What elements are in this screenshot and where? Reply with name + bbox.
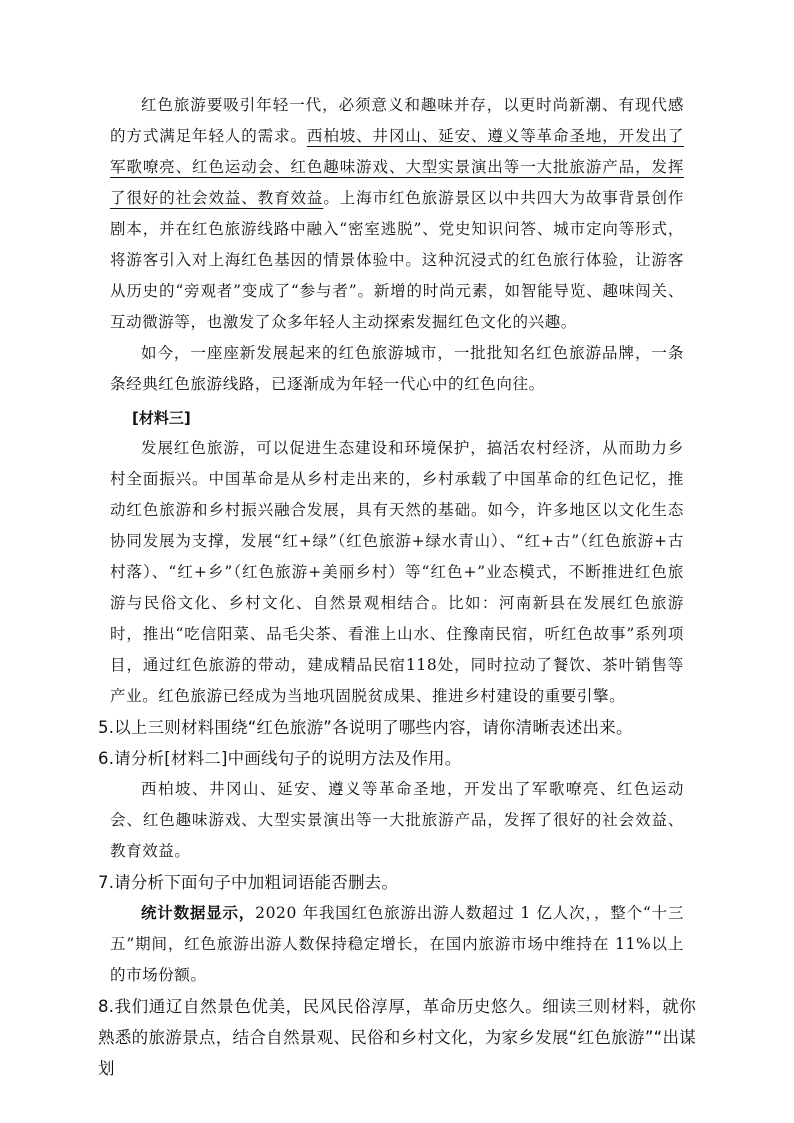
question-5: 5.以上三则材料围绕“红色旅游”各说明了哪些内容，请你清晰表述出来。 — [98, 718, 633, 737]
question-6: 6.请分析[材料二]中画线句子的说明方法及作用。 — [98, 749, 462, 768]
question-6-quote: 西柏坡、井冈山、延安、遵义等革命圣地，开发出了军歌嘹亮、红色运动会、红色趣味游戏、大型实景演出等一大批旅游产品，发挥了很好的社会效益、教育效益。 — [110, 780, 684, 860]
quote-text: 2020 年我国红色旅游出游人数超过 1 亿人次，，整个“十三五”期间，红色旅游出游人数保持稳定增长，在国内旅游市场中维持在 11%以上的市场份额。 — [110, 904, 684, 984]
question-7: 7.请分析下面句子中加粗词语能否删去。 — [98, 873, 399, 892]
question-7-quote — [110, 898, 684, 991]
question-8: 8.我们通辽自然景色优美，民风民俗淳厚，革命历史悠久。细读三则材料，就你熟悉的旅游景点，结合自然景观、民俗和乡村文化，为家乡发展“红色旅游”“出谋划 — [98, 997, 696, 1078]
material3-heading: [材料三] — [132, 409, 191, 427]
paragraph-text: 红色旅游要吸引年轻一代，必须意义和趣味并存，以更时尚新潮、有现代感的方式满足年轻人的需求。 — [110, 96, 684, 145]
material2-paragraph-2: 如今，一座座新发展起来的红色旅游城市，一批批知名红色旅游品牌，一条条经典红色旅游线路，已逐渐成为年轻一代心中的红色向往。 — [110, 344, 684, 393]
material2-paragraph-1 — [110, 90, 684, 338]
bold-phrase: 统计数据显示， — [141, 904, 256, 922]
underlined-sentence: 西柏坡、井冈山、延安、遵义等革命圣地，开发出了军歌嘹亮、红色运动会、红色趣味游戏、大型实景演出等一大批旅游产品，发挥了很好的社会效益、教育效益 — [110, 127, 684, 207]
paragraph-text: 。上海市红色旅游景区以中共四大为故事背景创作剧本，并在红色旅游线路中融入“密室逃脱”、党史知识问答、城市定向等形式，将游客引入对上海红色基因的情景体验中。这种沉浸式的红色旅行体验，让游客从历史的“旁观者”变成了“参与者”。新增的时尚元素，如智能导览、趣味闯关、互动微游等，也激发了众多年轻人主动探索发掘红色文化的兴趣。 — [110, 189, 684, 331]
material3-paragraph: 发展红色旅游，可以促进生态建设和环境保护，搞活农村经济，从而助力乡村全面振兴。中国革命是从乡村走出来的，乡村承载了中国革命的红色记忆，推动红色旅游和乡村振兴融合发展，具有天然的基础。如今，许多地区以文化生态协同发展为支撑，发展“红+绿”（红色旅游+绿水青山）、“红+古”（红色旅游+古村落）、“红+乡”（红色旅游+美丽乡村）等“红色+”业态模式，不断推进红色旅游与民俗文化、乡村文化、自然景观相结合。比如：河南新县在发展红色旅游时，推出“吃信阳菜、品毛尖茶、看淮上山水、住豫南民宿，听红色故事”系列项目，通过红色旅游的带动，建成精品民宿118处，同时拉动了餐饮、茶叶销售等产业。红色旅游已经成为当地巩固脱贫成果、推进乡村建设的重要引擎。 — [110, 439, 684, 705]
